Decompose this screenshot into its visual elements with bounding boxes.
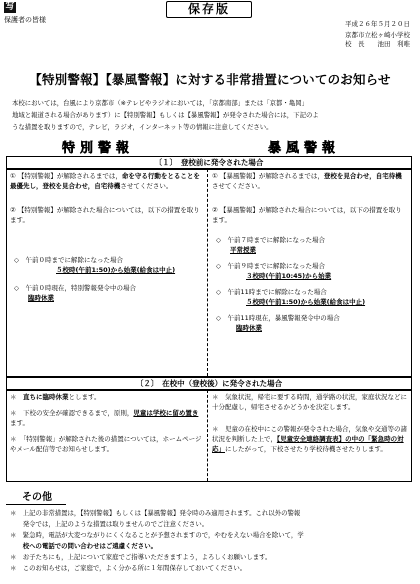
note-line: ＊ お子たちにも，上記について家庭でご指導いただきますよう，よろしくお願いします。: [10, 553, 272, 561]
section1-left: [10, 171, 202, 371]
list-item: ＊ 直ちに臨時休業とします。: [10, 393, 101, 401]
column-divider: [207, 169, 208, 376]
list-item: ◇ 午前０時現在，特別警報発令中の場合 臨時休業: [14, 284, 136, 302]
letter-meta: [345, 20, 410, 49]
stamp: 写: [5, 2, 15, 12]
section2-heading: 〔２〕 在校中（登校後）に発令された場合: [6, 377, 412, 390]
addressee: 保護者の皆様: [4, 16, 46, 24]
list-item: ① 【暴風警報】が解除されるまでは，登校を見合わせ，自宅待機させてください。: [212, 172, 402, 190]
list-item: ② 【特別警報】が解除された場合については，以下の措置を取ります。: [10, 206, 200, 224]
list-item: ◇ 午前11時までに解除になった場合 ５校時(午前1:50)から始業(給食は中止): [216, 288, 366, 306]
date: 平成２６年５月２０日: [345, 20, 410, 28]
note-line: 発令では，上記のような措置は取りませんのでご注意ください。: [10, 520, 209, 528]
column-head-right: 暴風警報: [268, 141, 341, 156]
section1-right: [212, 171, 408, 371]
list-item: ◇ 午前９時までに解除になった場合 ３校時(午前10:45)から始業: [216, 262, 332, 280]
list-item: ① 【特別警報】が解除されるまでは，命を守る行動をとることを最優先し，登校を見合わせ，自宅待機させてください。: [10, 172, 200, 190]
column-divider: [207, 390, 208, 481]
list-item: ＊ 「特別警報」が解除された後の措置については，ホームページやメール配信等でお知らせします。: [10, 435, 202, 453]
intro-line: 地域と報道される場合があります）に【特別警報】もしくは【暴風警報】が発令された場合には，下記のよ: [12, 111, 319, 119]
note-line: ＊ このお知らせは，ご家庭で，よく分かる所に１年間保存しておいてください。: [10, 564, 247, 572]
keep-label: 保存版: [166, 1, 252, 18]
note-line: ＊ 緊急時，電話が大変つながりにくくなることが予想されますので，やむをえない場合を除いて，学: [10, 531, 304, 539]
intro: [12, 97, 412, 133]
column-head-left: 特別警報: [62, 141, 135, 156]
list-item: ＊ 児童の在校中にこの警報が発令された場合，気象や交通等の諸状況を判断した上で，【児童安全連絡調査表】の中の「緊急時の対応」にしたがって，下校させたり学校待機させたりします。: [212, 425, 407, 453]
list-item: ◇ 午前０時までに解除になった場合 ５校時(午前1:50)から始業(給食は中止): [14, 256, 176, 274]
section2-left: [10, 392, 202, 478]
list-item: ◇ 午前７時までに解除になった場合 平常授業: [216, 236, 325, 254]
other-heading: その他: [22, 492, 52, 503]
note-line: 校への電話での問い合わせはご遠慮ください。: [10, 542, 157, 550]
list-item: ② 【暴風警報】が解除された場合については，以下の措置を取ります。: [212, 206, 402, 224]
page-title: 【特別警報】【暴風警報】に対する非常措置についてのお知らせ: [29, 72, 391, 87]
intro-line: 本校においては，台風により京都市（※テレビやラジオにおいては，「京都南部」または「京都・亀岡」: [12, 99, 308, 107]
list-item: ◇ 午前11時現在，暴風警報発令中の場合 臨時休業: [216, 314, 340, 332]
list-item: ＊ 下校の安全が確認できるまで，原則，児童は学校に留め置きます。: [10, 409, 199, 427]
section1-heading: 〔１〕 登校前に発令された場合: [6, 156, 412, 169]
list-item: ＊ 気象状況，帰宅に要する時間，通学路の状況，家庭状況などに十分配慮し，帰宅させるかどうかを決定します。: [212, 393, 407, 411]
note-line: ＊ 上記の非常措置は，【特別警報】もしくは【暴風警報】発令時のみ適用されます。これ以外の警報: [10, 509, 301, 517]
divider: [6, 504, 66, 505]
intro-line: うな措置を取りますので，テレビ，ラジオ，インターネット等の情報に注意してください。: [12, 123, 273, 131]
other-notes: [10, 508, 414, 574]
section2-right: [212, 392, 408, 478]
school-name: 京都市立松ヶ崎小学校: [345, 31, 410, 39]
principal-name: 校 長 池田 利唯: [345, 40, 410, 48]
